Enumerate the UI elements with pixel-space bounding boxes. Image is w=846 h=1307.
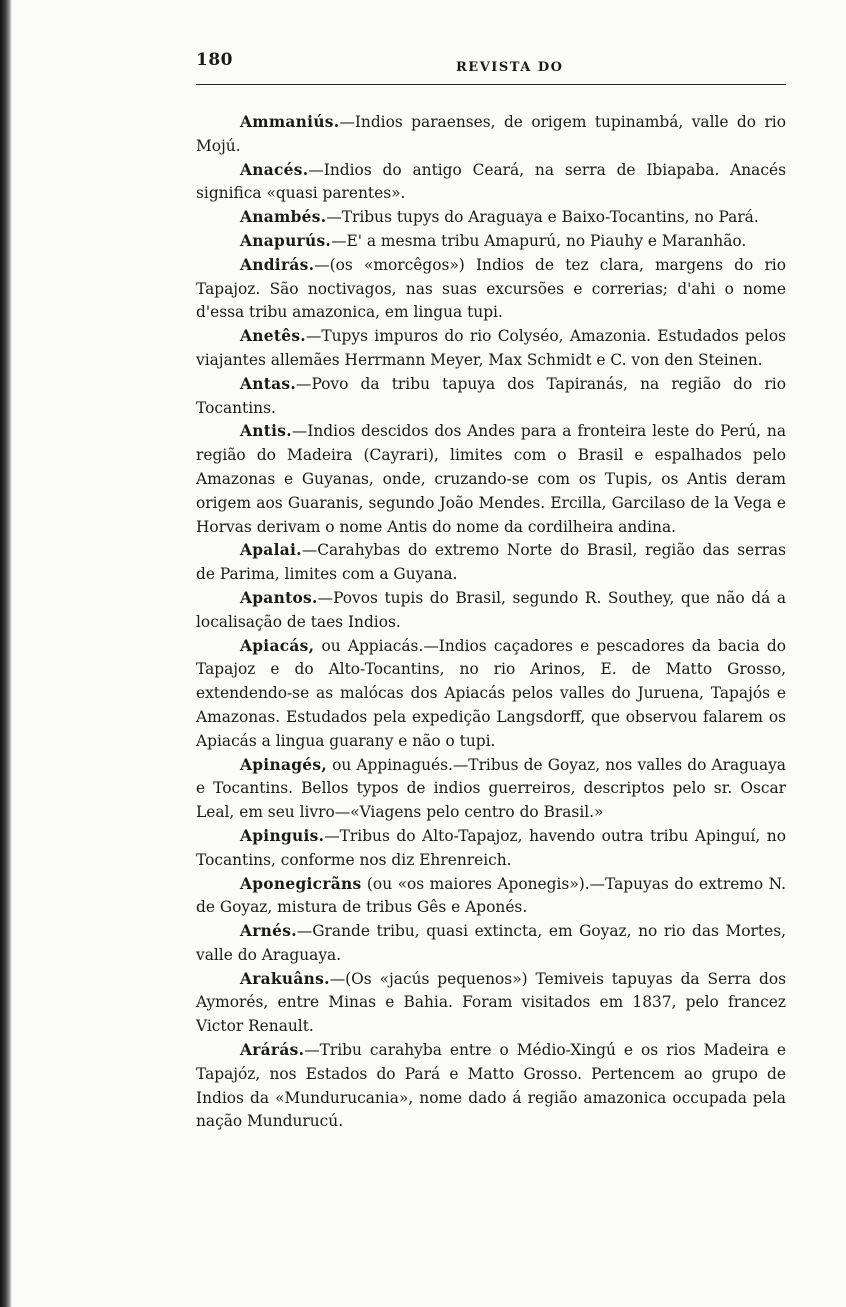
entry-term: Anambés. bbox=[240, 208, 327, 227]
entry-term: Aponegicrãns bbox=[240, 874, 362, 893]
entry-text: —Grande tribu, quasi extincta, em Goyaz, no rio das Mortes, valle do Araguaya. bbox=[196, 922, 786, 964]
running-head: REVISTA DO bbox=[456, 60, 564, 75]
entry-text: —Indios paraenses, de origem tupinambá, valle do rio Mojú. bbox=[196, 113, 786, 155]
entry-apinguis bbox=[196, 825, 786, 873]
header-rule bbox=[196, 84, 786, 85]
dictionary-entries bbox=[196, 111, 786, 1134]
entry-text: —Indios do antigo Ceará, na serra de Ibiapaba. Anacés significa «quasi parentes». bbox=[196, 160, 786, 203]
entry-text: —(Os «jacús pequenos») Temiveis tapuyas da Serra dos Aymorés, entre Minas e Bahia. Foram visitados em 1837, pelo francez Victor Renault. bbox=[196, 969, 786, 1036]
entry-arakuans bbox=[196, 968, 786, 1039]
entry-aponegicrans bbox=[196, 873, 786, 921]
entry-ammanius bbox=[196, 111, 786, 159]
entry-antis bbox=[196, 420, 786, 539]
entry-text: —Tribus tupys do Araguaya e Baixo-Tocantins, no Pará. bbox=[326, 208, 759, 227]
entry-text: —Tribus do Alto-Tapajoz, havendo outra tribu Apinguí, no Tocantins, conforme nos diz Ehrenreich. bbox=[196, 826, 786, 869]
entry-term: Apinguis. bbox=[240, 826, 325, 845]
entry-term: Apantos. bbox=[240, 588, 318, 607]
entry-term: Anetês. bbox=[240, 327, 306, 346]
entry-text: —Indios descidos dos Andes para a fronteira leste do Perú, na região do Madeira (Cayrari), limites com o Brasil e espalhados pelo Amazonas e Guyanas, onde, cruzando-se com os Tupis, os Antis deram origem aos Guaranis, segundo João Mendes. Ercilla, Garcilaso de la Vega e Horvas derivam o nome Antis do nome da cordilheira andina. bbox=[196, 422, 786, 536]
page-header bbox=[196, 42, 786, 82]
entry-apinages bbox=[196, 754, 786, 825]
entry-text: —Tribu carahyba entre o Médio-Xingú e os rios Madeira e Tapajóz, nos Estados do Pará e Matto Grosso. Pertencem ao grupo de Indios da «Mundurucania», nome dado á região amazonica occupada pela nação Mundurucú. bbox=[196, 1041, 786, 1131]
entry-term: Andirás. bbox=[240, 255, 315, 274]
entry-text: ou Appiacás.—Indios caçadores e pescadores da bacia do Tapajoz e do Alto-Tocantins, no rio Arinos, E. de Matto Grosso, extendendo-se as malócas dos Apiacás pelos valles do Juruena, Tapajós e Amazonas. Estudados pela expedição Langsdorff, que observou falarem os Apiacás a lingua guarany e não o tupi. bbox=[196, 636, 786, 750]
entry-apiacas bbox=[196, 635, 786, 754]
entry-anapurus bbox=[196, 230, 786, 254]
entry-term: Antis. bbox=[240, 422, 292, 441]
entry-araras bbox=[196, 1039, 786, 1134]
entry-text: —Carahybas do extremo Norte do Brasil, região das serras de Parima, limites com a Guyana. bbox=[196, 541, 786, 584]
entry-antas bbox=[196, 373, 786, 421]
page-binding-edge bbox=[0, 0, 12, 1307]
entry-text: (ou «os maiores Aponegis»).—Tapuyas do extremo N. de Goyaz, mistura de tribus Gês e Aponés. bbox=[196, 874, 786, 917]
entry-apalai bbox=[196, 539, 786, 587]
entry-term: Apiacás, bbox=[240, 636, 315, 655]
entry-text: —Povos tupis do Brasil, segundo R. Southey, que não dá a localisação de taes Indios. bbox=[196, 588, 786, 631]
entry-text: —E' a mesma tribu Amapurú, no Piauhy e Maranhão. bbox=[331, 231, 747, 250]
page-number: 180 bbox=[196, 50, 233, 70]
entry-anaces bbox=[196, 159, 786, 207]
entry-term: Anapurús. bbox=[240, 231, 332, 250]
entry-text: ou Appinagués.—Tribus de Goyaz, nos valles do Araguaya e Tocantins. Bellos typos de indios guerreiros, descriptos pelo sr. Oscar Leal, em seu livro—«Viagens pelo centro do Brasil.» bbox=[196, 755, 786, 822]
entry-term: Arnés. bbox=[240, 922, 297, 941]
entry-text: —Povo da tribu tapuya dos Tapiranás, na região do rio Tocantins. bbox=[196, 374, 786, 417]
entry-term: Anacés. bbox=[240, 160, 309, 179]
entry-term: Antas. bbox=[240, 374, 297, 393]
entry-text: —Tupys impuros do rio Colyséo, Amazonia. Estudados pelos viajantes allemães Herrmann Meyer, Max Schmidt e C. von den Steinen. bbox=[196, 327, 786, 369]
entry-andiras bbox=[196, 254, 786, 325]
entry-arnes bbox=[196, 920, 786, 968]
entry-term: Ammaniús. bbox=[240, 113, 340, 131]
entry-term: Apalai. bbox=[240, 541, 302, 560]
entry-term: Apinagés, bbox=[240, 755, 327, 774]
entry-anambes bbox=[196, 206, 786, 230]
entry-text: —(os «morcêgos») Indios de tez clara, margens do rio Tapajoz. São noctivagos, nas suas excursões e correrias; d'ahi o nome d'essa tribu amazonica, em lingua tupi. bbox=[196, 255, 786, 322]
entry-apantos bbox=[196, 587, 786, 635]
entry-anetes bbox=[196, 325, 786, 373]
entry-term: Arárás. bbox=[240, 1041, 305, 1060]
entry-term: Arakuâns. bbox=[240, 969, 330, 988]
